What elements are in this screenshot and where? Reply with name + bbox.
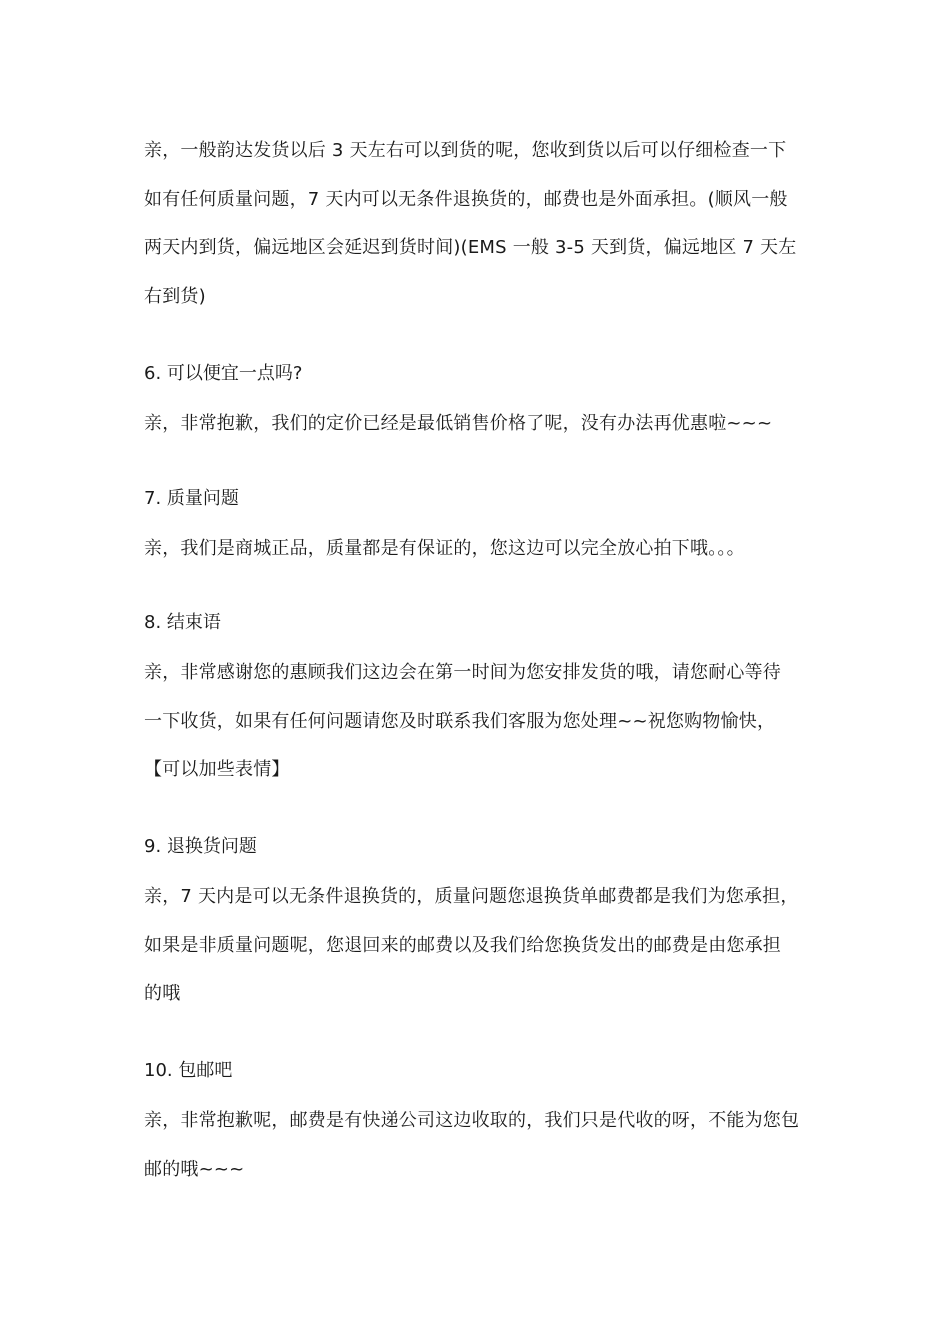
section-9-line-3: 的哦 xyxy=(144,983,181,1004)
section-8-line-2: 一下收货，如果有任何问题请您及时联系我们客服为您处理~~祝您购物愉快， xyxy=(144,710,776,732)
section-8-line-3: 【可以加些表情】 xyxy=(144,759,290,780)
intro-line-1: 亲，一般韵达发货以后 3 天左右可以到货的呢，您收到货以后可以仔细检查一下 xyxy=(144,140,787,161)
section-body-10 xyxy=(144,1097,808,1194)
section-body-9 xyxy=(144,873,808,1019)
section-8-line-1: 亲，非常感谢您的惠顾我们这边会在第一时间为您安排发货的哦，请您耐心等待 xyxy=(144,662,781,683)
intro-paragraph xyxy=(144,127,808,321)
section-heading-6: 6. 可以便宜一点吗? xyxy=(144,363,303,384)
section-9-line-1: 亲，7 天内是可以无条件退换货的，质量问题您退换货单邮费都是我们为您承担， xyxy=(144,886,799,907)
section-10-line-2: 邮的哦~~~ xyxy=(144,1158,245,1180)
section-body-6 xyxy=(144,400,808,449)
intro-line-4: 右到货) xyxy=(144,285,206,307)
section-heading-7: 7. 质量问题 xyxy=(144,488,239,509)
intro-line-2: 如有任何质量问题，7 天内可以无条件退换货的，邮费也是外面承担。(顺风一般 xyxy=(144,188,788,210)
section-9-line-2: 如果是非质量问题呢，您退回来的邮费以及我们给您换货发出的邮费是由您承担 xyxy=(144,934,781,956)
section-body-7 xyxy=(144,525,808,574)
section-7-line-1: 亲，我们是商城正品，质量都是有保证的，您这边可以完全放心拍下哦。。。 xyxy=(144,538,745,559)
section-heading-9: 9. 退换货问题 xyxy=(144,836,257,857)
section-6-line-1: 亲，非常抱歉，我们的定价已经是最低销售价格了呢，没有办法再优惠啦~~~ xyxy=(144,413,773,434)
intro-line-3: 两天内到货，偏远地区会延迟到货时间)(EMS 一般 3-5 天到货，偏远地区 7 天左 xyxy=(144,237,797,258)
section-heading-10: 10. 包邮吧 xyxy=(144,1060,233,1081)
section-heading-8: 8. 结束语 xyxy=(144,612,221,633)
section-body-8 xyxy=(144,649,808,795)
section-10-line-1: 亲，非常抱歉呢，邮费是有快递公司这边收取的，我们只是代收的呀，不能为您包 xyxy=(144,1110,800,1131)
